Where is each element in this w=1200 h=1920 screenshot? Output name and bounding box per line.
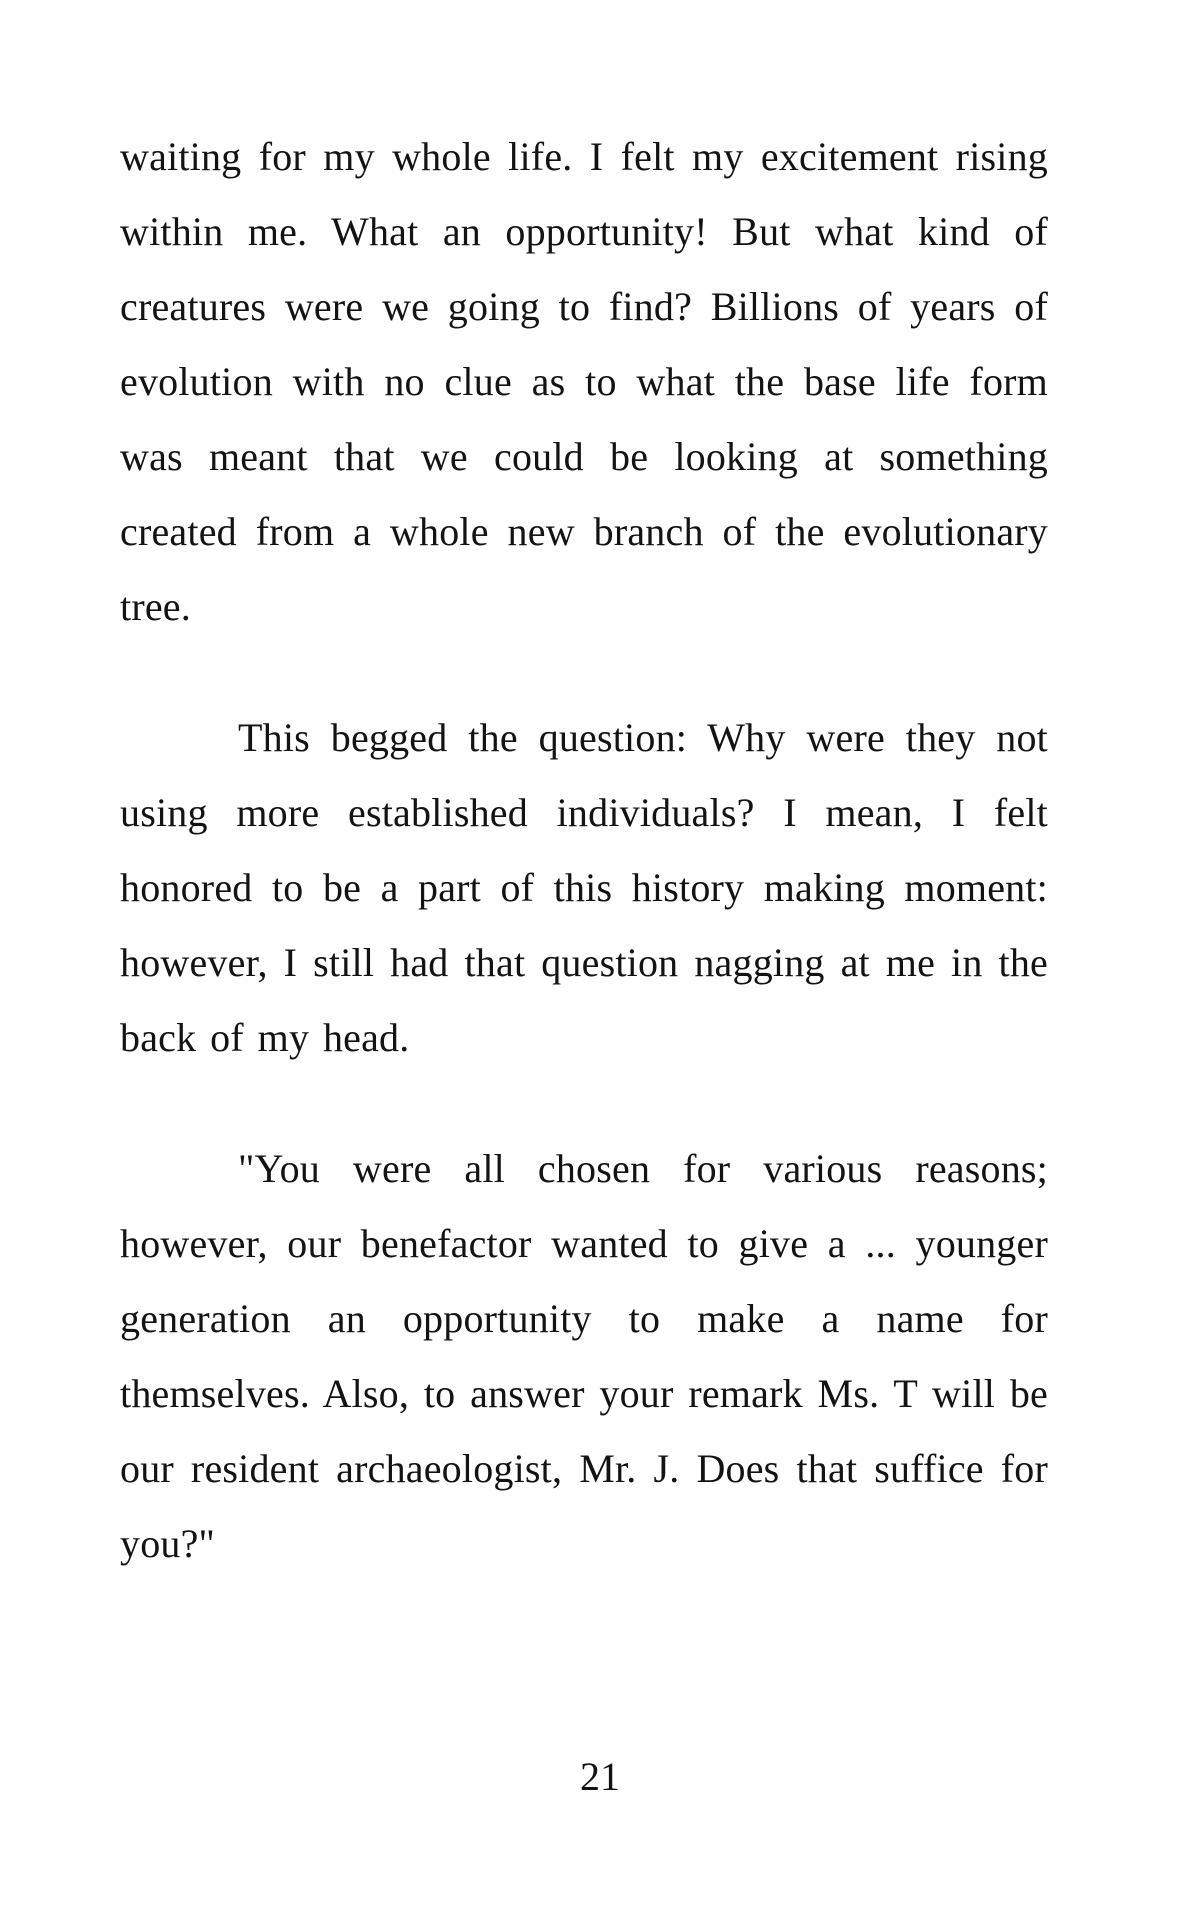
- body-paragraph-3: "You were all chosen for various reasons; however, our benefactor wanted to give a ... younger generation an opportunity to make a name for themselves. Also, to answer your remark Ms. T will be our resident archaeologist, Mr. J. Does that suffice for you?": [120, 1146, 1048, 1566]
- page-number: 21: [580, 1754, 620, 1799]
- body-text: [120, 119, 1048, 1581]
- body-paragraph-1: waiting for my whole life. I felt my excitement rising within me. What an opportunity! But what kind of creatures were we going to find? Billions of years of evolution with no clue as to what the base life form was meant that we could be looking at something created from a whole new branch of the evolutionary tree.: [120, 134, 1048, 629]
- body-paragraph-2: This begged the question: Why were they not using more established individuals? I mean, I felt honored to be a part of this history making moment: however, I still had that question nagging at me in the back of my head.: [120, 715, 1048, 1060]
